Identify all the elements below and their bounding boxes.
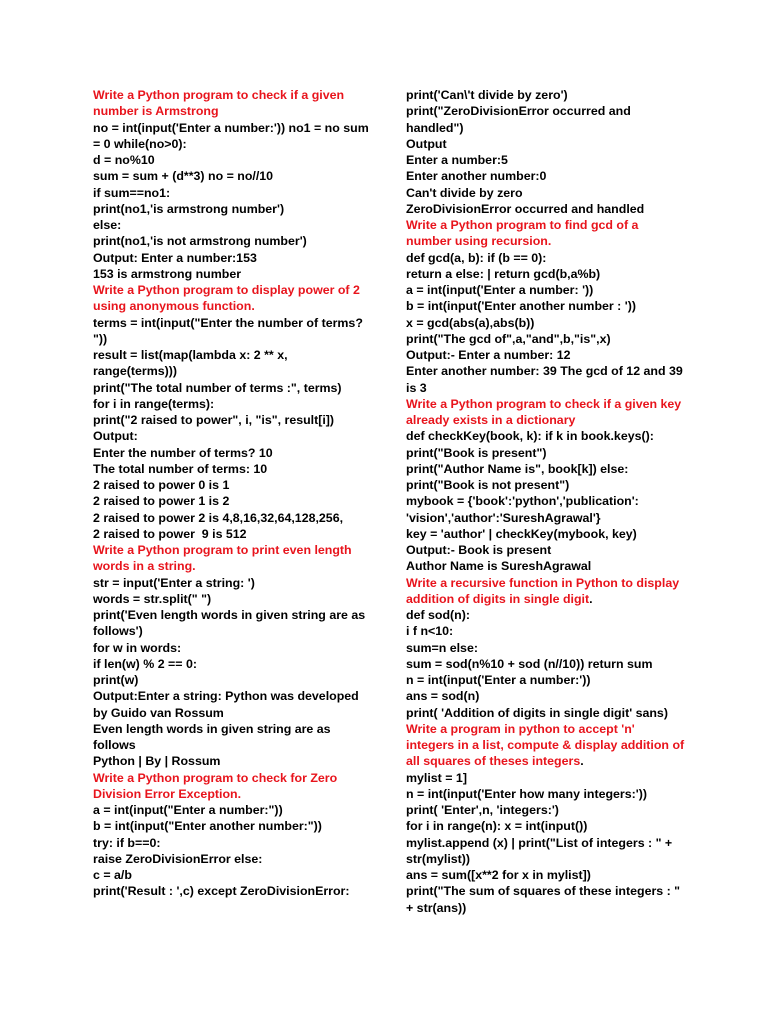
code-line xyxy=(406,331,686,347)
code-line xyxy=(93,396,373,412)
line-text: for i in range(n): x = int(input()) xyxy=(406,819,588,834)
line-text: print("Author Name is", book[k]) else: xyxy=(406,461,629,476)
section-heading xyxy=(406,217,686,250)
line-text: try: if b==0: xyxy=(93,835,161,850)
line-text: no = int(input('Enter a number:')) no1 = no sum = 0 while(no>0): xyxy=(93,120,373,151)
code-line xyxy=(406,607,686,623)
line-text: n = int(input('Enter a number:')) xyxy=(406,673,591,687)
code-line xyxy=(93,818,373,834)
line-text: print( 'Addition of digits in single digit' sans) xyxy=(406,705,668,720)
line-text: def checkKey(book, k): if k in book.keys(): xyxy=(406,429,654,444)
code-line xyxy=(93,688,373,721)
code-line xyxy=(406,786,686,802)
code-line xyxy=(406,558,686,574)
line-text: sum = sum + (d**3) no = no//10 xyxy=(93,169,274,184)
code-line xyxy=(93,867,373,883)
line-text: print(no1,'is not armstrong number') xyxy=(93,234,307,249)
code-line xyxy=(93,477,373,493)
left-column xyxy=(93,87,373,900)
code-line xyxy=(406,640,686,656)
heading-text: Write a program in python to accept 'n' integers in a list, compute & display addition of all squares of theses integers xyxy=(406,721,688,769)
line-text: print("The total number of terms :", terms) xyxy=(93,380,342,395)
line-text: 2 raised to power 9 is 512 xyxy=(93,526,247,541)
code-line xyxy=(406,315,686,331)
code-line xyxy=(93,168,373,184)
line-text: print('Even length words in given string are as follows') xyxy=(93,608,369,639)
line-text: mylist = 1] xyxy=(406,770,467,785)
line-text: The total number of terms: 10 xyxy=(93,461,268,476)
line-text: mylist.append (x) | print("List of integers : " + str(mylist)) xyxy=(406,835,676,866)
code-line xyxy=(93,640,373,656)
line-text: Python | By | Rossum xyxy=(93,754,221,769)
line-text: Enter another number: 39 The gcd of 12 and 39 is 3 xyxy=(406,364,687,395)
code-line xyxy=(93,672,373,688)
line-text: Output xyxy=(406,136,447,151)
code-line xyxy=(93,461,373,477)
code-line xyxy=(406,363,686,396)
code-line xyxy=(406,542,686,558)
code-line xyxy=(406,526,686,542)
code-line xyxy=(406,445,686,461)
line-text: def sod(n): xyxy=(406,608,471,622)
code-line xyxy=(93,526,373,542)
section-heading xyxy=(93,87,373,120)
code-line xyxy=(93,493,373,509)
section-heading xyxy=(93,770,373,803)
line-text: Output:Enter a string: Python was developed by Guido van Rossum xyxy=(93,689,363,720)
line-text: Author Name is SureshAgrawal xyxy=(406,559,592,574)
line-text: i f n<10: xyxy=(406,624,454,639)
line-text: result = list(map(lambda x: 2 ** x, range(terms))) xyxy=(93,348,291,379)
code-line xyxy=(93,607,373,640)
heading-text: Write a Python program to check for Zero Division Error Exception. xyxy=(93,770,341,801)
code-line xyxy=(406,428,686,444)
code-line xyxy=(93,883,373,899)
line-text: print(no1,'is armstrong number') xyxy=(93,201,285,216)
code-line xyxy=(406,298,686,314)
line-text: d = no%10 xyxy=(93,153,155,167)
line-text: print('Can\'t divide by zero') xyxy=(406,88,568,102)
heading-text: Write a Python program to find gcd of a number using recursion. xyxy=(406,218,642,249)
code-line xyxy=(93,266,373,282)
code-line xyxy=(93,656,373,672)
code-line xyxy=(93,201,373,217)
code-line xyxy=(406,818,686,834)
line-text: print("The gcd of",a,"and",b,"is",x) xyxy=(406,331,611,346)
line-text: key = 'author' | checkKey(mybook, key) xyxy=(406,526,637,541)
section-heading xyxy=(93,282,373,315)
line-text: if sum==no1: xyxy=(93,185,171,200)
line-text: b = int(input("Enter another number:")) xyxy=(93,819,322,834)
code-line xyxy=(93,347,373,380)
code-line xyxy=(406,672,686,688)
line-text: return a else: | return gcd(b,a%b) xyxy=(406,266,601,281)
line-text: ans = sum([x**2 for x in mylist]) xyxy=(406,868,591,882)
heading-text: Write a Python program to check if a given number is Armstrong xyxy=(93,88,348,119)
line-text: Enter a number:5 xyxy=(406,153,508,167)
heading-text: Write a Python program to check if a given key already exists in a dictionary xyxy=(406,396,685,427)
line-text: print("Book is present") xyxy=(406,445,547,460)
line-text: for i in range(terms): xyxy=(93,396,215,411)
code-line xyxy=(93,412,373,428)
code-line xyxy=(406,493,686,526)
code-line xyxy=(406,705,686,721)
code-line xyxy=(406,185,686,201)
code-line xyxy=(406,477,686,493)
line-text: print('Result : ',c) except ZeroDivisionError: xyxy=(93,884,350,899)
code-line xyxy=(93,445,373,461)
line-text: Output:- Enter a number: 12 xyxy=(406,348,571,362)
line-text: Output: xyxy=(93,429,138,444)
line-text: c = a/b xyxy=(93,868,132,882)
line-text: print("ZeroDivisionError occurred and handled") xyxy=(406,104,635,135)
code-line xyxy=(406,688,686,704)
line-text: a = int(input('Enter a number: ')) xyxy=(406,283,594,297)
line-text: x = gcd(abs(a),abs(b)) xyxy=(406,315,535,330)
code-line xyxy=(93,428,373,444)
line-text: print("2 raised to power", i, "is", result[i]) xyxy=(93,413,335,427)
code-line xyxy=(406,282,686,298)
line-text: sum = sod(n%10 + sod (n//10)) return sum xyxy=(406,656,653,671)
code-line xyxy=(406,266,686,282)
line-text: Enter another number:0 xyxy=(406,169,547,184)
line-text: str = input('Enter a string: ') xyxy=(93,575,255,590)
line-text: Even length words in given string are as follows xyxy=(93,721,334,752)
code-line xyxy=(93,315,373,348)
line-text: else: xyxy=(93,218,122,232)
line-text: print("The sum of squares of these integers : " + str(ans)) xyxy=(406,884,684,915)
code-line xyxy=(406,835,686,868)
line-text: 153 is armstrong number xyxy=(93,266,242,281)
code-line xyxy=(406,201,686,217)
line-text: mybook = {'book':'python','publication': 'vision','author':'SureshAgrawal'} xyxy=(406,494,643,525)
line-text: sum=n else: xyxy=(406,640,478,655)
code-line xyxy=(406,802,686,818)
line-text: 2 raised to power 0 is 1 xyxy=(93,478,230,492)
code-line xyxy=(93,721,373,754)
code-line xyxy=(406,250,686,266)
heading-text: Write a Python program to print even length words in a string. xyxy=(93,543,356,574)
heading-text: Write a recursive function in Python to display addition of digits in single digit xyxy=(406,575,683,606)
section-heading xyxy=(93,542,373,575)
line-text: for w in words: xyxy=(93,640,182,655)
code-line xyxy=(406,347,686,363)
heading-text: Write a Python program to display power of 2 using anonymous function. xyxy=(93,283,364,314)
code-line xyxy=(93,380,373,396)
heading-tail: . xyxy=(589,591,593,606)
line-text: ans = sod(n) xyxy=(406,689,480,704)
line-text: 2 raised to power 2 is 4,8,16,32,64,128,256, xyxy=(93,510,344,525)
line-text: print( 'Enter',n, 'integers:') xyxy=(406,803,559,817)
line-text: terms = int(input("Enter the number of terms? ")) xyxy=(93,315,367,346)
code-line xyxy=(93,152,373,168)
line-text: b = int(input('Enter another number : ')) xyxy=(406,299,636,314)
line-text: if len(w) % 2 == 0: xyxy=(93,656,197,671)
line-text: words = str.split(" ") xyxy=(93,591,212,606)
section-heading xyxy=(406,575,686,608)
line-text: Output: Enter a number:153 xyxy=(93,250,257,265)
code-line xyxy=(93,233,373,249)
line-text: n = int(input('Enter how many integers:')) xyxy=(406,786,647,801)
code-line xyxy=(406,883,686,916)
code-line xyxy=(93,851,373,867)
line-text: print(w) xyxy=(93,673,139,687)
code-line xyxy=(406,770,686,786)
line-text: print("Book is not present") xyxy=(406,478,570,492)
code-line xyxy=(406,656,686,672)
line-text: def gcd(a, b): if (b == 0): xyxy=(406,250,547,265)
code-line xyxy=(93,835,373,851)
section-heading xyxy=(406,721,686,770)
code-line xyxy=(93,250,373,266)
line-text: ZeroDivisionError occurred and handled xyxy=(406,201,645,216)
code-line xyxy=(406,867,686,883)
code-line xyxy=(93,753,373,769)
line-text: raise ZeroDivisionError else: xyxy=(93,851,263,866)
code-line xyxy=(406,623,686,639)
code-line xyxy=(406,103,686,136)
code-line xyxy=(93,802,373,818)
section-heading xyxy=(406,396,686,429)
code-line xyxy=(93,217,373,233)
code-line xyxy=(406,152,686,168)
line-text: Enter the number of terms? 10 xyxy=(93,445,273,460)
heading-tail: . xyxy=(580,754,584,769)
code-line xyxy=(406,87,686,103)
line-text: Can't divide by zero xyxy=(406,185,523,200)
code-line xyxy=(406,168,686,184)
code-line xyxy=(93,185,373,201)
line-text: 2 raised to power 1 is 2 xyxy=(93,494,230,509)
code-line xyxy=(406,136,686,152)
code-line xyxy=(406,461,686,477)
right-column xyxy=(406,87,686,916)
code-line xyxy=(93,591,373,607)
line-text: a = int(input("Enter a number:")) xyxy=(93,803,283,817)
code-line xyxy=(93,575,373,591)
code-line xyxy=(93,510,373,526)
line-text: Output:- Book is present xyxy=(406,543,552,557)
code-line xyxy=(93,120,373,153)
